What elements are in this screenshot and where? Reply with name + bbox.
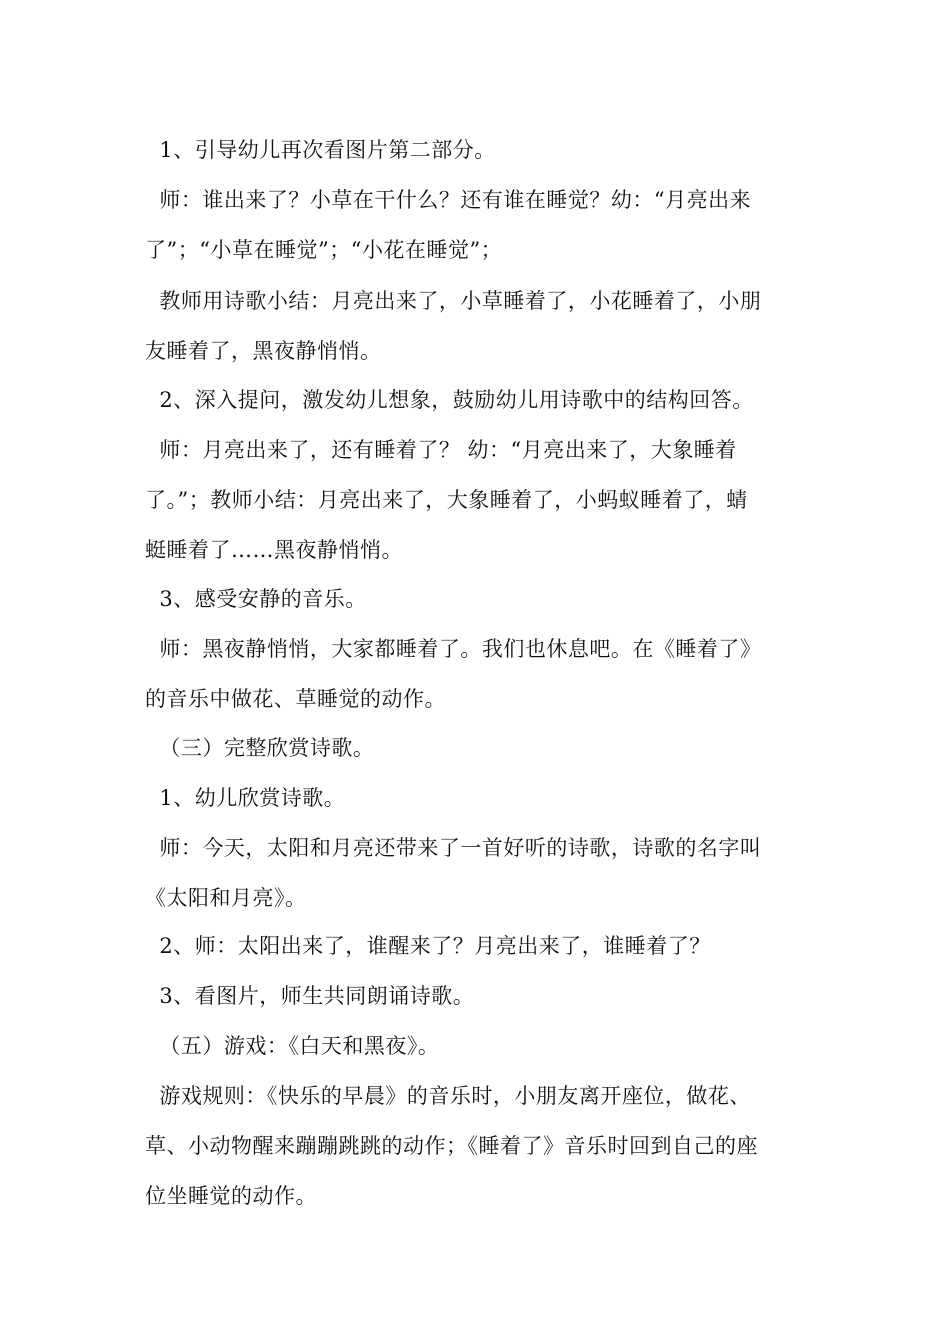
text-line: 的音乐中做花、草睡觉的动作。 (145, 687, 446, 711)
paragraph-12 (145, 971, 810, 1021)
text-line: （三）完整欣赏诗歌。 (145, 736, 375, 760)
text-line: 3、感受安静的音乐。 (145, 587, 367, 611)
text-line: 蜓睡着了……黑夜静悄悄。 (145, 538, 403, 562)
text-line: 位坐睡觉的动作。 (145, 1184, 317, 1208)
text-line: 友睡着了，黑夜静悄悄。 (145, 339, 382, 363)
text-line: 了”；“小草在睡觉”；“小花在睡觉”； (145, 238, 503, 262)
text-line: 1、幼儿欣赏诗歌。 (145, 786, 346, 810)
text-line: （五）游戏：《白天和黑夜》。 (145, 1034, 440, 1058)
text-line: 1、引导幼儿再次看图片第二部分。 (145, 138, 496, 162)
text-line: 师：月亮出来了，还有睡着了？ 幼：“月亮出来了，大象睡着 (145, 438, 737, 462)
text-line: 游戏规则：《快乐的早晨》的音乐时，小朋友离开座位，做花、 (145, 1084, 751, 1108)
text-line: 师：谁出来了？小草在干什么？还有谁在睡觉？幼：“月亮出来 (145, 188, 752, 212)
text-line: 师：今天，太阳和月亮还带来了一首好听的诗歌，诗歌的名字叫 (145, 836, 762, 860)
paragraph-2 (145, 175, 810, 275)
paragraph-9 (145, 773, 810, 823)
text-line: 教师用诗歌小结：月亮出来了，小草睡着了，小花睡着了，小朋 (145, 289, 762, 313)
paragraph-14 (145, 1071, 810, 1221)
text-line: 了。”；教师小结：月亮出来了，大象睡着了，小蚂蚁睡着了，蜻 (145, 488, 748, 512)
paragraph-10 (145, 823, 810, 923)
paragraph-6 (145, 574, 810, 624)
text-line: 2、深入提问，激发幼儿想象，鼓励幼儿用诗歌中的结构回答。 (145, 388, 754, 412)
text-line: 3、看图片，师生共同朗诵诗歌。 (145, 984, 475, 1008)
paragraph-13 (145, 1021, 810, 1071)
text-line: 2、师：太阳出来了，谁醒来了？月亮出来了，谁睡着了？ (145, 934, 711, 958)
text-line: 师：黑夜静悄悄，大家都睡着了。我们也休息吧。在《睡着了》 (145, 637, 762, 661)
paragraph-3 (145, 276, 810, 376)
paragraph-11 (145, 921, 810, 971)
paragraph-5 (145, 425, 810, 575)
paragraph-4 (145, 375, 810, 425)
paragraph-8 (145, 723, 810, 773)
paragraph-7 (145, 624, 810, 724)
text-line: 《太阳和月亮》。 (145, 886, 307, 910)
text-line: 草、小动物醒来蹦蹦跳跳的动作；《睡着了》音乐时回到自己的座 (145, 1134, 758, 1158)
paragraph-1 (145, 125, 810, 175)
